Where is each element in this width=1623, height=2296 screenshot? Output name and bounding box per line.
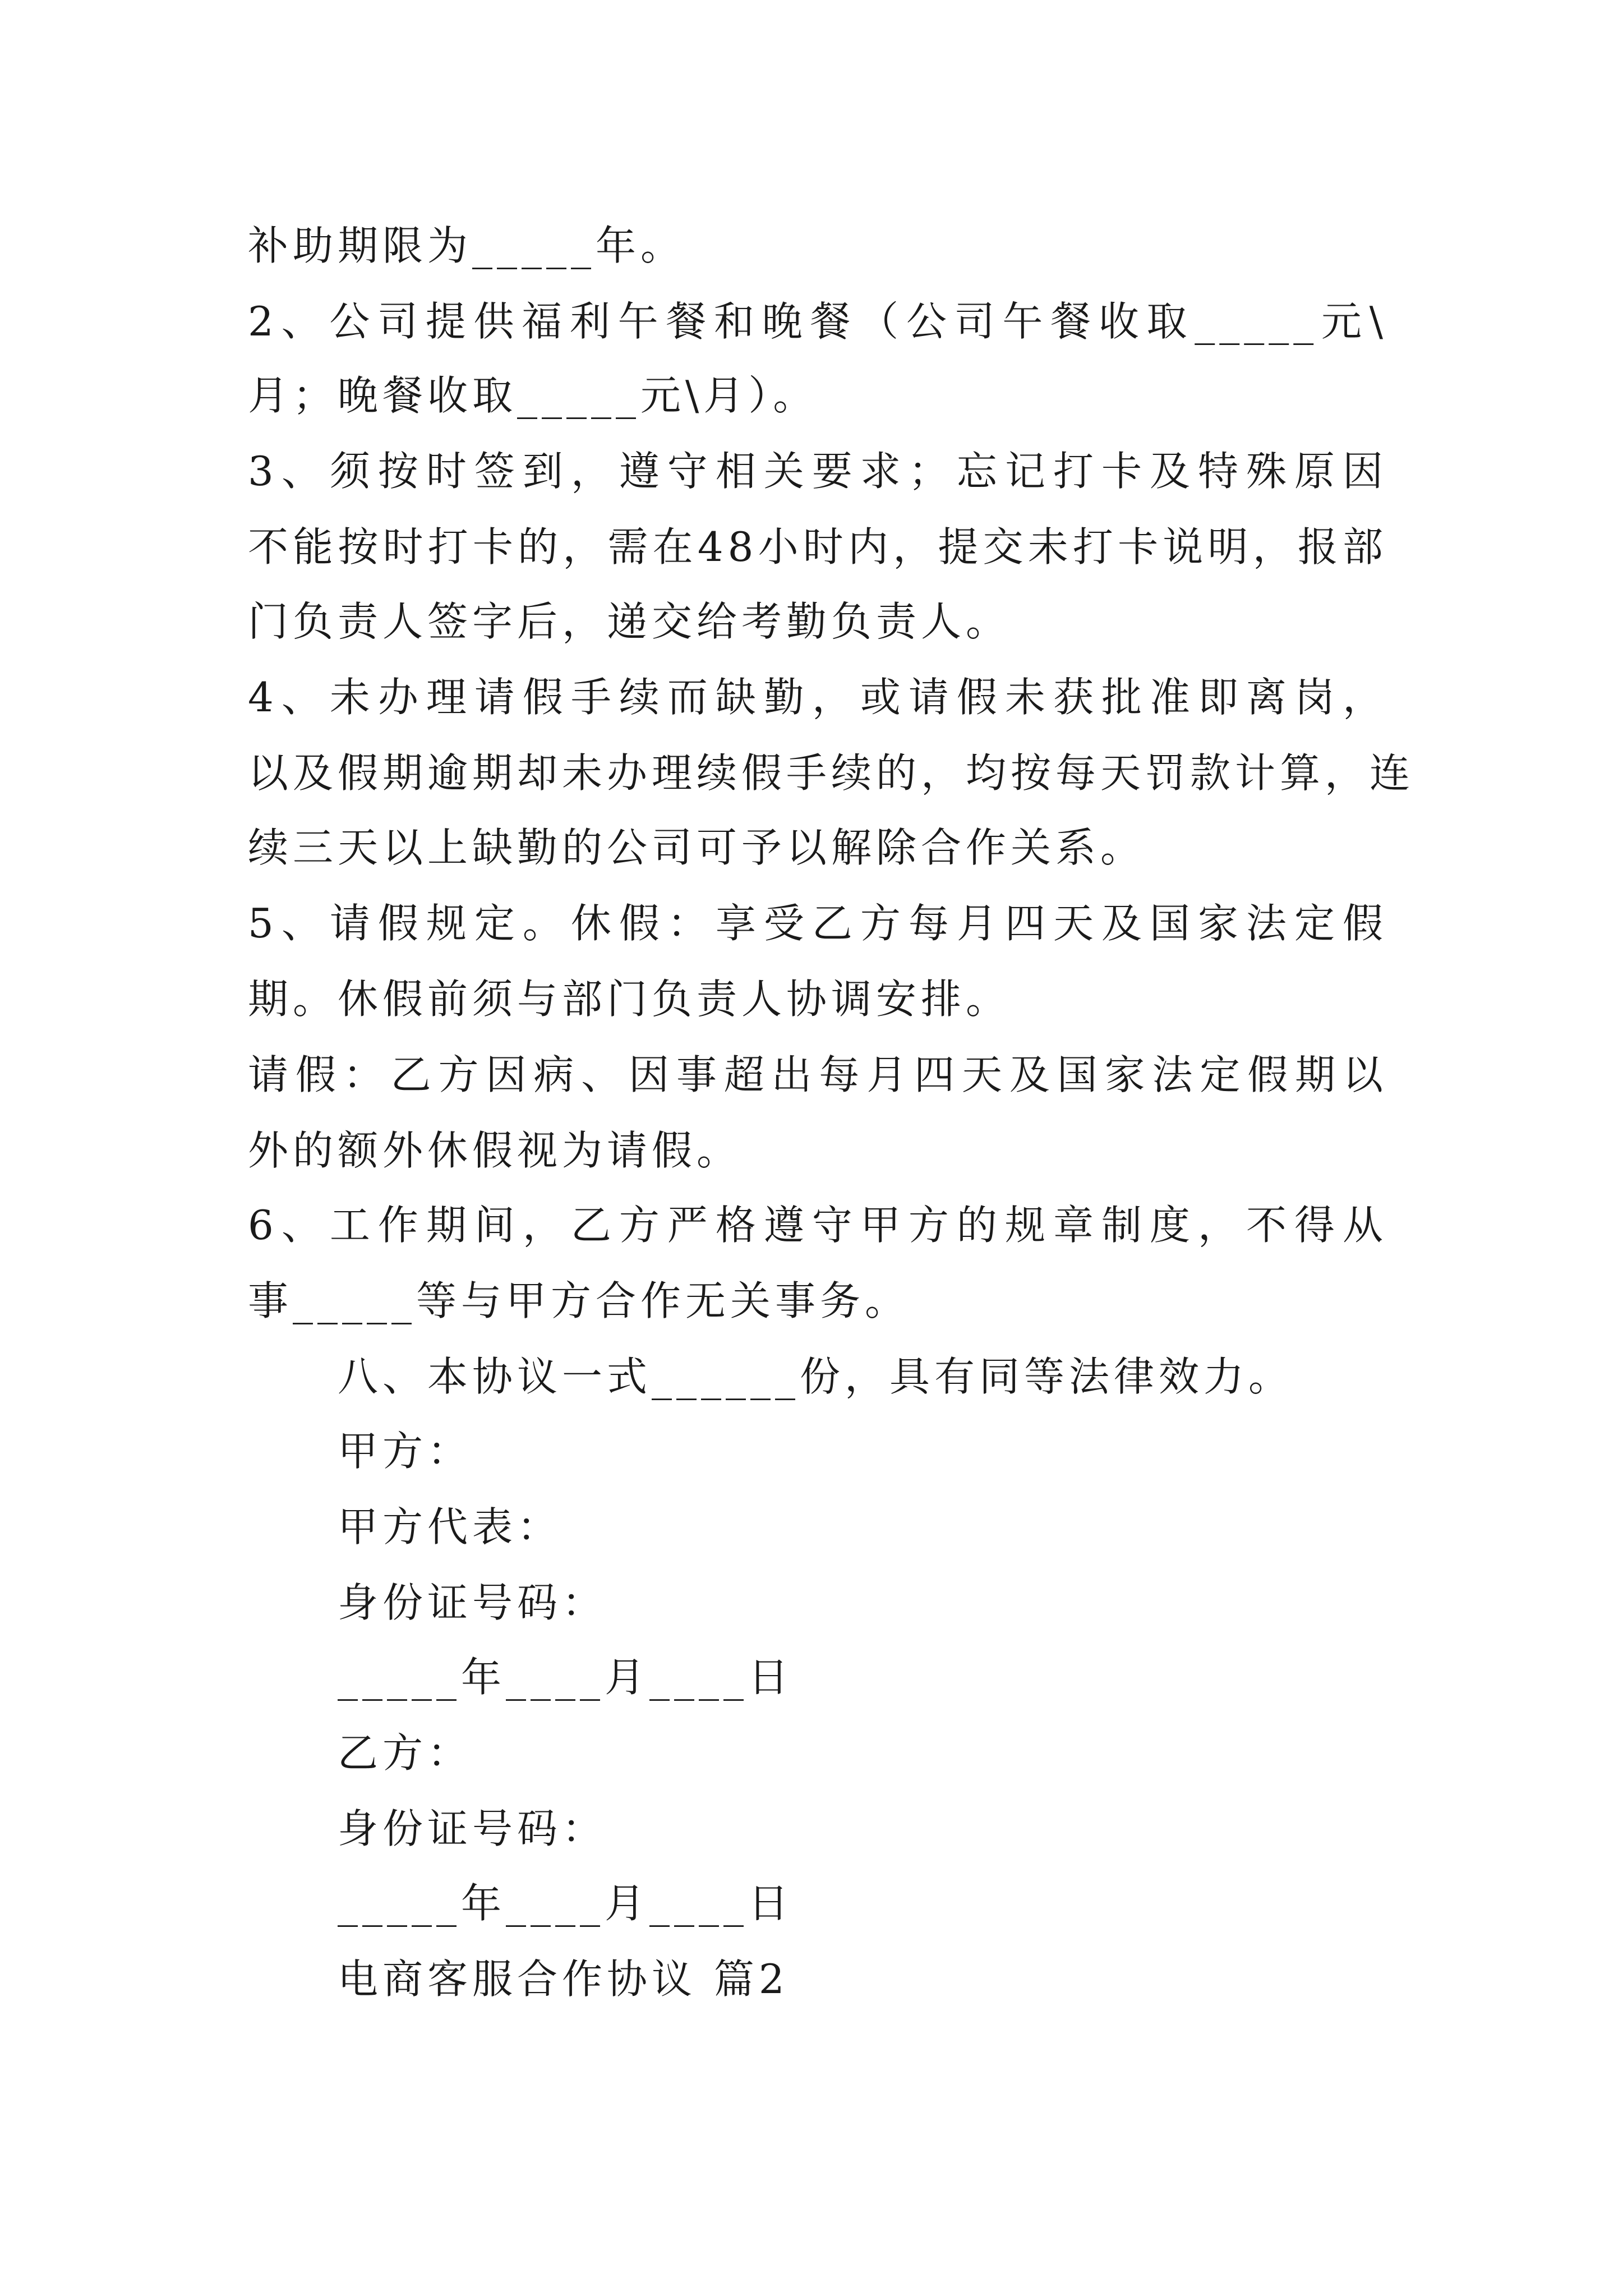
party-a-date-line: _____年____月____日 [338,1654,794,1701]
text-line-subsidy-term: 补助期限为_____年。 [248,222,686,269]
text-line-leave-b: 外的额外休假视为请假。 [248,1127,742,1174]
text-line-clause-eight: 八、本协议一式______份，具有同等法律效力。 [338,1353,1294,1400]
party-a-representative-label: 甲方代表： [338,1503,562,1550]
text-line-item5-a: 5、请假规定。休假：享受乙方每月四天及国家法定假 [248,900,1387,947]
party-b-id-number-label: 身份证号码： [338,1805,607,1852]
text-line-item6-b: 事_____等与甲方合作无关事务。 [248,1277,910,1324]
party-a-label: 甲方： [338,1428,473,1475]
text-line-item3-b: 不能按时打卡的，需在48小时内，提交未打卡说明，报部 [248,523,1387,570]
text-line-item3-a: 3、须按时签到，遵守相关要求；忘记打卡及特殊原因 [248,448,1387,495]
party-a-id-number-label: 身份证号码： [338,1579,607,1626]
text-line-item6-a: 6、工作期间，乙方严格遵守甲方的规章制度，不得从 [248,1202,1387,1249]
party-b-label: 乙方： [338,1729,473,1777]
section-heading-part-2: 电商客服合作协议 篇2 [338,1955,789,2003]
party-b-date-line: _____年____月____日 [338,1880,794,1927]
text-line-item2-a: 2、公司提供福利午餐和晚餐（公司午餐收取_____元\ [248,298,1387,345]
text-line-leave-a: 请假：乙方因病、因事超出每月四天及国家法定假期以 [248,1051,1387,1098]
text-line-item3-c: 门负责人签字后，递交给考勤负责人。 [248,598,1011,645]
text-line-item5-b: 期。休假前须与部门负责人协调安排。 [248,976,1011,1023]
text-line-item4-b: 以及假期逾期却未办理续假手续的，均按每天罚款计算，连 [248,749,1415,797]
text-line-item2-b: 月；晚餐收取_____元\月）。 [248,372,818,419]
text-line-item4-a: 4、未办理请假手续而缺勤，或请假未获批准即离岗， [248,674,1387,721]
text-line-item4-c: 续三天以上缺勤的公司可予以解除合作关系。 [248,824,1146,871]
